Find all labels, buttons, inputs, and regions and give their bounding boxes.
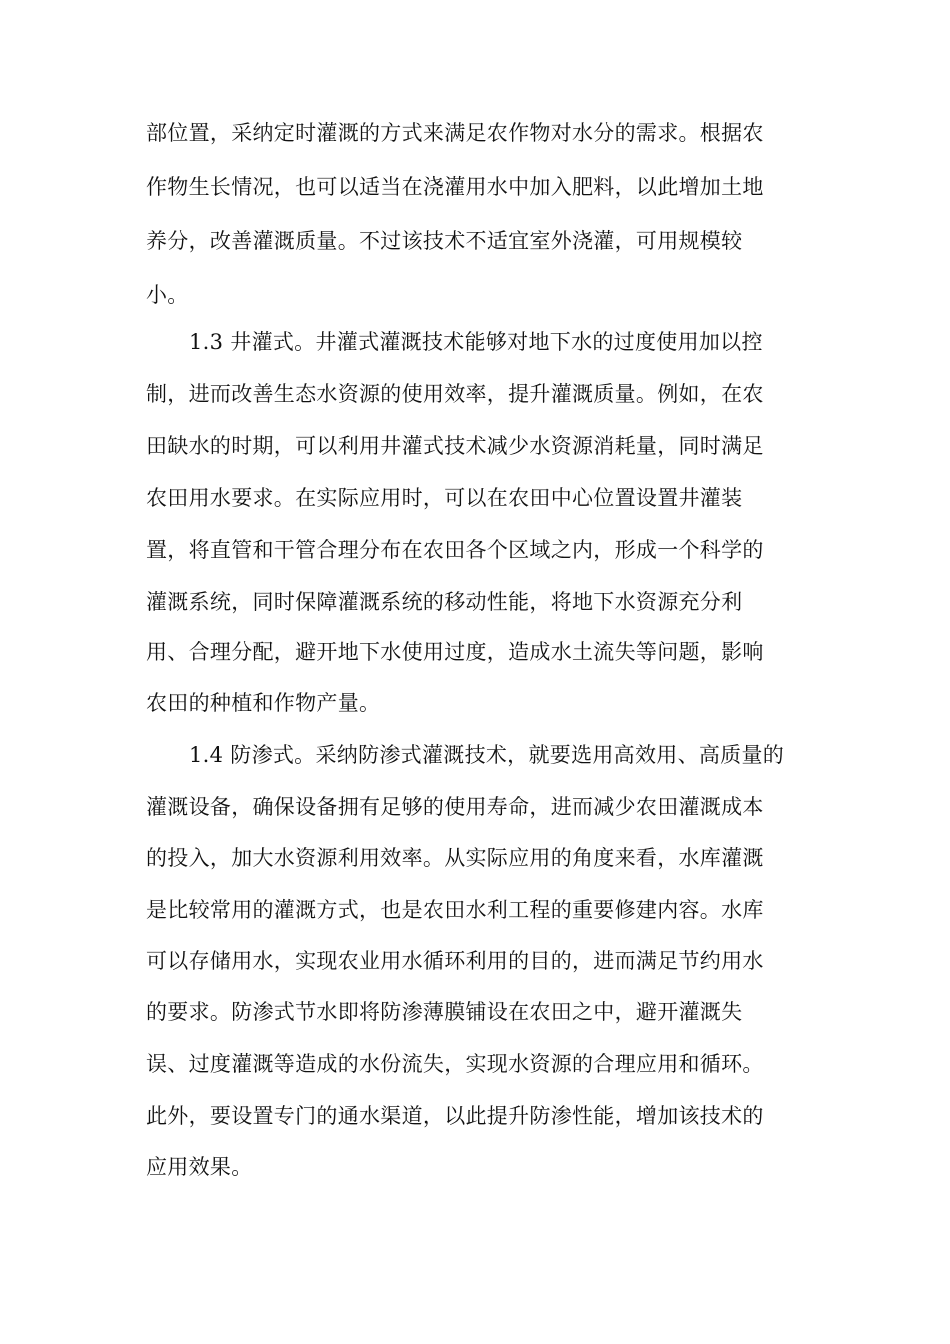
text-line: 田缺水的时期，可以利用井灌式技术减少水资源消耗量，同时满足 — [146, 434, 764, 458]
text-line: 误、过度灌溉等造成的水份流失，实现水资源的合理应用和循环。 — [146, 1052, 764, 1076]
text-line: 用、合理分配，避开地下水使用过度，造成水土流失等问题，影响 — [146, 640, 764, 664]
text-line: 应用效果。 — [146, 1155, 253, 1179]
text-line: 农田用水要求。在实际应用时，可以在农田中心位置设置井灌装 — [146, 486, 743, 510]
text-line: 作物生长情况，也可以适当在浇灌用水中加入肥料，以此增加土地 — [146, 175, 764, 199]
section-heading-line: 1.3 井灌式。井灌式灌溉技术能够对地下水的过度使用加以控 — [189, 330, 763, 354]
text-line: 制，进而改善生态水资源的使用效率，提升灌溉质量。例如，在农 — [146, 382, 764, 406]
text-line: 小。 — [146, 283, 189, 307]
text-line: 的要求。防渗式节水即将防渗薄膜铺设在农田之中，避开灌溉失 — [146, 1000, 743, 1024]
text-line: 部位置，采纳定时灌溉的方式来满足农作物对水分的需求。根据农 — [146, 121, 764, 145]
text-line: 的投入，加大水资源利用效率。从实际应用的角度来看，水库灌溉 — [146, 846, 764, 870]
section-heading-line: 1.4 防渗式。采纳防渗式灌溉技术，就要选用高效用、高质量的 — [189, 743, 785, 767]
text-line: 此外，要设置专门的通水渠道，以此提升防渗性能，增加该技术的 — [146, 1104, 764, 1128]
text-line: 灌溉设备，确保设备拥有足够的使用寿命，进而减少农田灌溉成本 — [146, 795, 764, 819]
text-line: 可以存储用水，实现农业用水循环利用的目的，进而满足节约用水 — [146, 949, 764, 973]
text-line: 养分，改善灌溉质量。不过该技术不适宜室外浇灌，可用规模较 — [146, 229, 743, 253]
text-line: 置，将直管和干管合理分布在农田各个区域之内，形成一个科学的 — [146, 538, 764, 562]
text-line: 农田的种植和作物产量。 — [146, 691, 381, 715]
text-line: 是比较常用的灌溉方式，也是农田水利工程的重要修建内容。水库 — [146, 898, 764, 922]
text-line: 灌溉系统，同时保障灌溉系统的移动性能，将地下水资源充分利 — [146, 590, 743, 614]
